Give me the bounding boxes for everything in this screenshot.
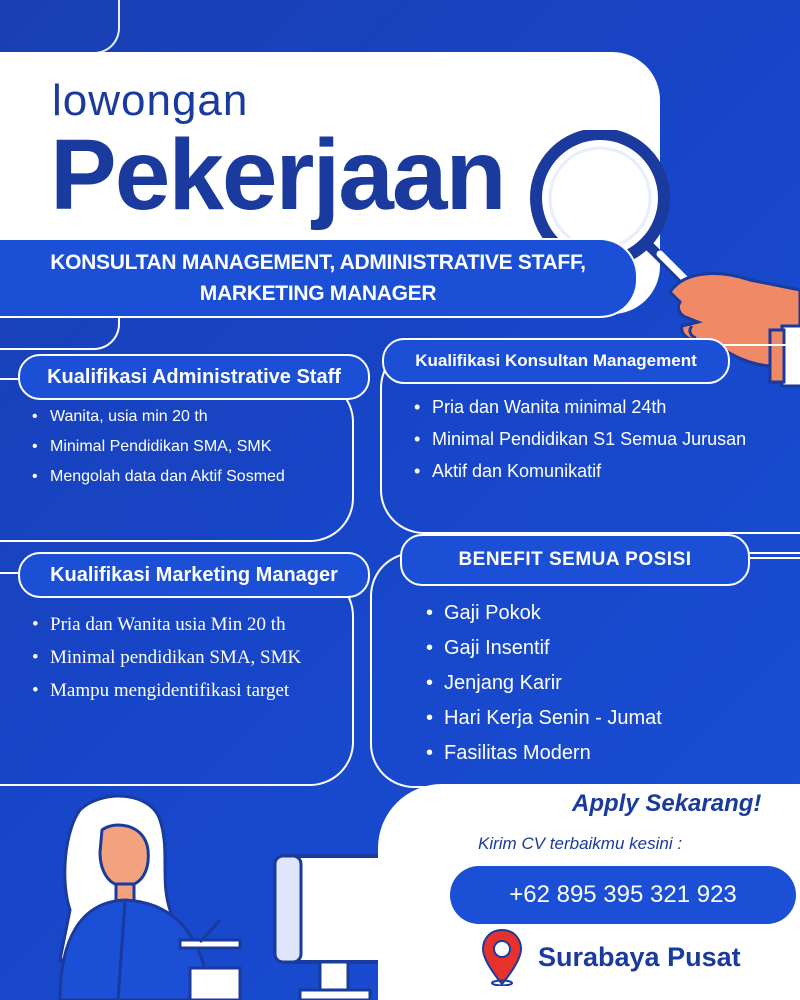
list-item: • Minimal Pendidikan S1 Semua Jurusan [414,429,746,461]
konsultan-section-title: Kualifikasi Konsultan Management [382,338,730,384]
admin-section-title: Kualifikasi Administrative Staff [18,354,370,400]
apply-subtitle: Kirim CV terbaikmu kesini : [478,834,683,853]
benefit-divider [748,557,800,559]
list-item: • Jenjang Karir [426,672,662,707]
list-item: • Pria dan Wanita usia Min 20 th [32,614,301,647]
list-item: • Gaji Insentif [426,637,662,672]
list-item: • Fasilitas Modern [426,742,662,777]
marketing-section-title: Kualifikasi Marketing Manager [18,552,370,598]
list-item: • Aktif dan Komunikatif [414,461,746,493]
list-item: • Minimal pendidikan SMA, SMK [32,647,301,680]
apply-title: Apply Sekarang! [572,790,762,817]
title-small: lowongan [52,76,249,125]
list-item: • Wanita, usia min 20 th [32,408,285,438]
positions-banner [0,238,638,318]
konsultan-qualifications [414,397,746,493]
benefit-list [426,602,662,777]
positions-line-1: KONSULTAN MANAGEMENT, ADMINISTRATIVE STAFF, [50,251,586,274]
list-item: • Minimal Pendidikan SMA, SMK [32,438,285,468]
list-item: • Hari Kerja Senin - Jumat [426,707,662,742]
phone-number-button[interactable]: +62 895 395 321 923 [450,866,796,924]
list-item: • Pria dan Wanita minimal 24th [414,397,746,429]
list-item: • Gaji Pokok [426,602,662,637]
location-label: Surabaya Pusat [538,942,741,972]
page-title: Pekerjaan [50,119,505,231]
admin-qualifications [32,408,285,498]
list-item: • Mampu mengidentifikasi target [32,680,301,713]
decorative-top-tab [0,0,120,54]
list-item: • Mengolah data dan Aktif Sosmed [32,468,285,498]
marketing-qualifications [32,614,301,713]
positions-line-2: MARKETING MANAGER [199,282,437,305]
benefit-section-title: BENEFIT SEMUA POSISI [400,534,750,586]
location-pin-icon [480,928,524,986]
